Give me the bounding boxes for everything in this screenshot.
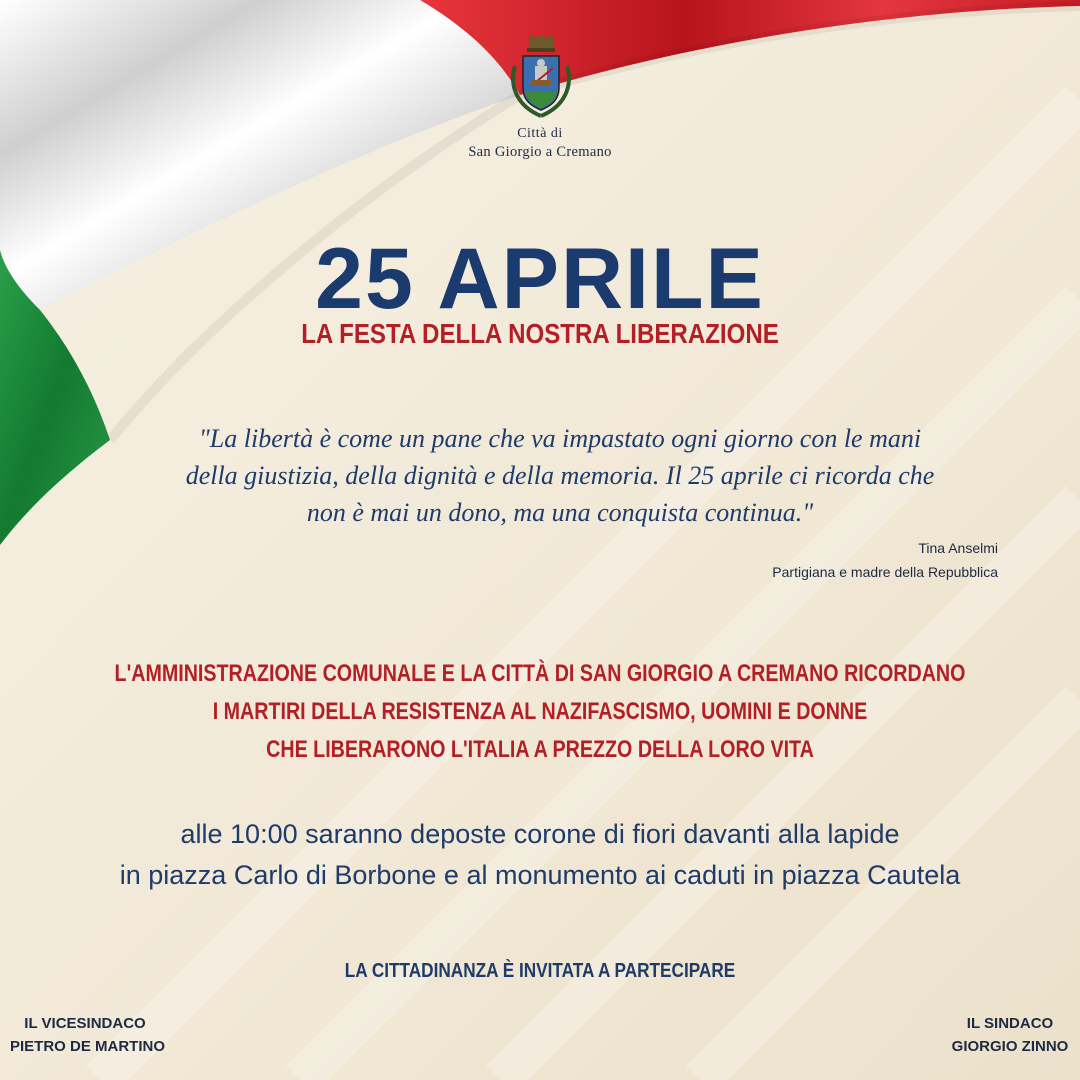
event-details [0,814,1080,896]
remembrance-line: I MARTIRI DELLA RESISTENZA AL NAZIFASCISMO, UOMINI E DONNE [212,698,868,725]
invitation-text: LA CITTADINANZA È INVITATA A PARTECIPARE [344,960,736,982]
quote-block [100,420,1020,531]
signature-role: IL SINDACO [966,1015,1054,1032]
quote-author: Tina Anselmi [918,540,998,556]
subtitle: LA FESTA DELLA NOSTRA LIBERAZIONE [301,318,779,349]
event-line: in piazza Carlo di Borbone e al monumento ai caduti in piazza Cautela [119,860,961,890]
city-coat-of-arms-icon [505,36,577,120]
city-name-line-1: Città di [517,126,563,141]
quote-line: non è mai un dono, ma una conquista continua." [306,498,814,527]
city-name-line-2: San Giorgio a Cremano [468,144,612,160]
quote-line: "La libertà è come un pane che va impastato ogni giorno con le mani [198,424,922,453]
signature-name: PIETRO DE MARTINO [10,1038,166,1055]
remembrance-line: L'AMMINISTRAZIONE COMUNALE E LA CITTÀ DI SAN GIORGIO A CREMANO RICORDANO [114,660,966,687]
signature-mayor [930,1012,1080,1058]
quote-line: della giustizia, della dignità e della memoria. Il 25 aprile ci ricorda che [185,461,935,490]
quote-author-role: Partigiana e madre della Repubblica [772,564,998,580]
signature-role: IL VICESINDACO [24,1015,146,1032]
remembrance-text [97,655,983,769]
signature-name: GIORGIO ZINNO [951,1038,1069,1055]
remembrance-line: CHE LIBERARONO L'ITALIA A PREZZO DELLA LORO VITA [266,736,814,763]
event-line: alle 10:00 saranno deposte corone di fiori davanti alla lapide [180,819,900,849]
signature-vice-mayor [10,1012,166,1058]
main-title: 25 APRILE [315,231,765,327]
